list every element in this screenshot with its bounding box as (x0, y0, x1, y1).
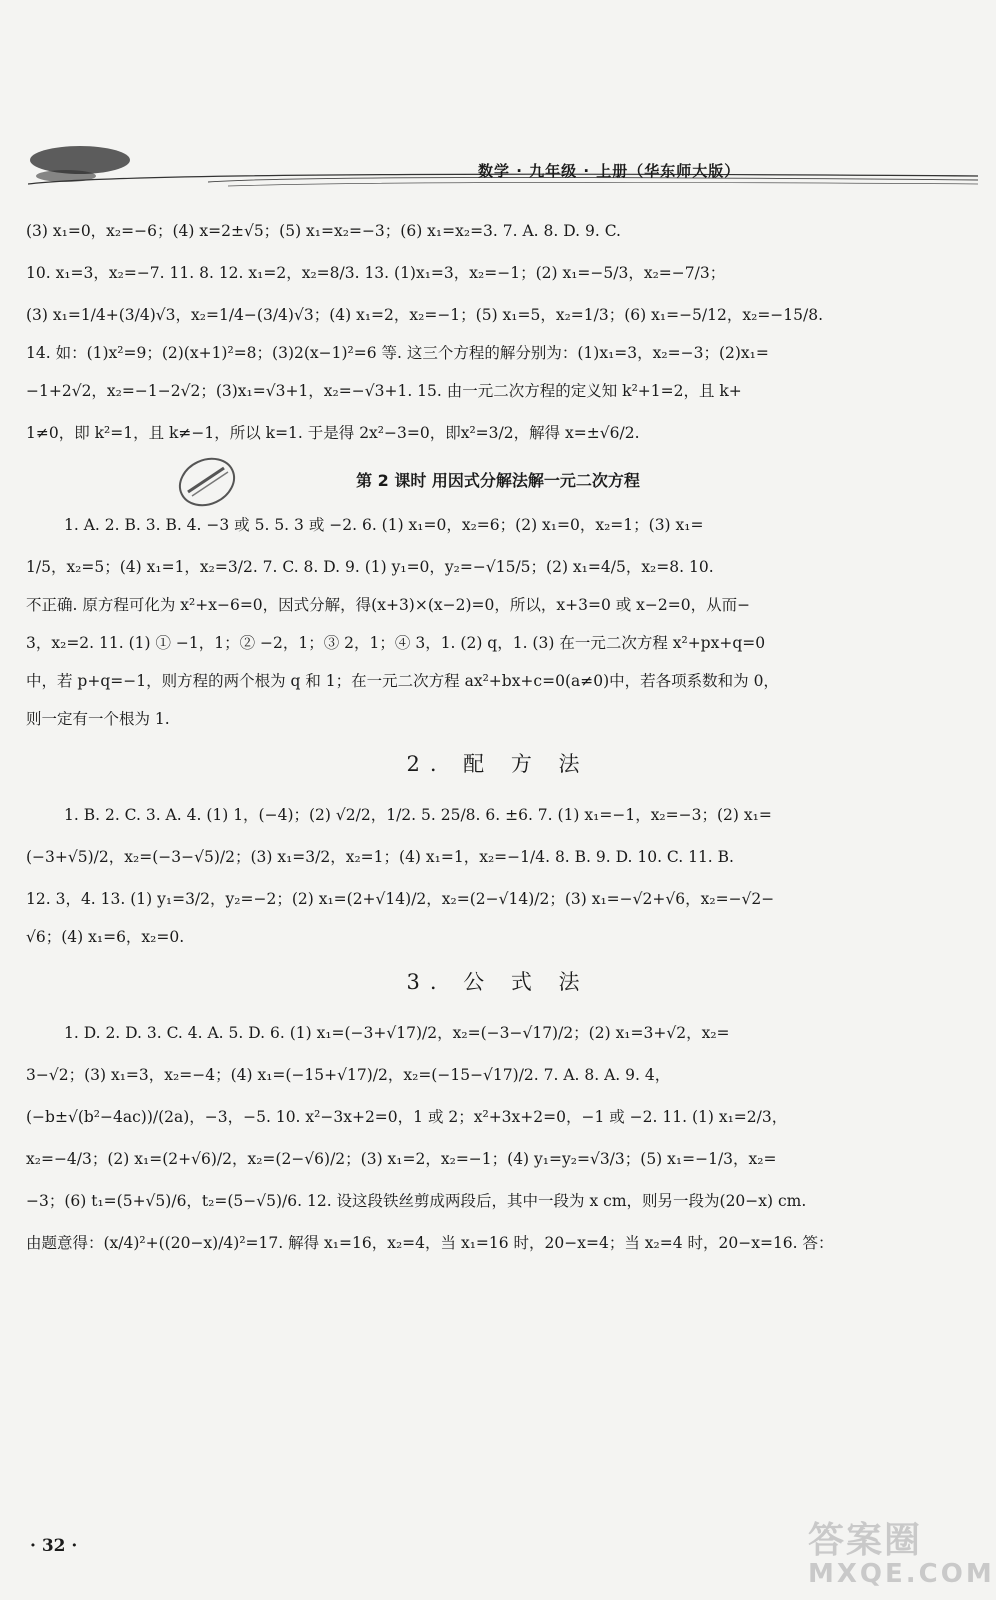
page-number: · 32 · (30, 1536, 78, 1556)
answer-content (26, 220, 970, 1270)
lesson2-block (26, 514, 970, 730)
text-line: 3−√2；(3) x₁=3，x₂=−4；(4) x₁=(−15+√17)/2，x₂=(−15−√17)/2. 7. A. 8. A. 9. 4， (26, 1066, 671, 1084)
text-line: 1. A. 2. B. 3. B. 4. −3 或 5. 5. 3 或 −2. 6. (1) x₁=0，x₂=6；(2) x₁=0，x₂=1；(3) x₁= (64, 516, 704, 534)
section-title: 3. 公 式 法 (406, 970, 590, 994)
text-line: 1/5，x₂=5；(4) x₁=1，x₂=3/2. 7. C. 8. D. 9. (1) y₁=0，y₂=−√15/5；(2) x₁=4/5，x₂=8. 10. (26, 558, 714, 576)
text-line: 中，若 p+q=−1，则方程的两个根为 q 和 1；在一元二次方程 ax²+bx+c=0(a≠0)中，若各项系数和为 0， (26, 672, 779, 690)
section-title: 2. 配 方 法 (406, 752, 590, 776)
text-line: −1+2√2，x₂=−1−2√2；(3)x₁=√3+1，x₂=−√3+1. 15. 由一元二次方程的定义知 k²+1=2，且 k+ (26, 382, 742, 400)
section3-block (26, 1018, 970, 1258)
lesson-title (26, 470, 970, 492)
text-line: 3，x₂=2. 11. (1) ① −1，1；② −2，1；③ 2，1；④ 3，1. (2) q，1. (3) 在一元二次方程 x²+px+q=0 (26, 634, 766, 652)
text-line: (3) x₁=1/4+(3/4)√3，x₂=1/4−(3/4)√3；(4) x₁=2，x₂=−1；(5) x₁=5，x₂=1/3；(6) x₁=−5/12，x₂=−15/8. (26, 306, 824, 324)
text-line: 则一定有一个根为 1. (26, 710, 170, 728)
text-line: 1. B. 2. C. 3. A. 4. (1) 1，(−4)；(2) √2/2，1/2. 5. 25/8. 6. ±6. 7. (1) x₁=−1，x₂=−3；(2) x₁= (64, 806, 772, 824)
text-line: √6；(4) x₁=6，x₂=0. (26, 928, 185, 946)
section2-block (26, 800, 970, 948)
text-line: 12. 3，4. 13. (1) y₁=3/2，y₂=−2；(2) x₁=(2+√14)/2，x₂=(2−√14)/2；(3) x₁=−√2+√6，x₂=−√2− (26, 890, 775, 908)
text-line: 不正确. 原方程可化为 x²+x−6=0，因式分解，得(x+3)×(x−2)=0，所以，x+3=0 或 x−2=0，从而− (26, 596, 751, 614)
text-line: (−3+√5)/2，x₂=(−3−√5)/2；(3) x₁=3/2，x₂=1；(4) x₁=1，x₂=−1/4. 8. B. 9. D. 10. C. 11. B. (26, 848, 734, 866)
text-line: 14. 如：(1)x²=9；(2)(x+1)²=8；(3)2(x−1)²=6 等. 这三个方程的解分别为：(1)x₁=3，x₂=−3；(2)x₁= (26, 344, 769, 362)
text-line: 1≠0，即 k²=1，且 k≠−1，所以 k=1. 于是得 2x²−3=0，即x²=3/2，解得 x=±√6/2. (26, 424, 640, 442)
running-head: 数学 · 九年级 · 上册（华东师大版） (478, 162, 741, 180)
text-line: 1. D. 2. D. 3. C. 4. A. 5. D. 6. (1) x₁=(−3+√17)/2，x₂=(−3−√17)/2；(2) x₁=3+√2，x₂= (64, 1024, 730, 1042)
text-line: (−b±√(b²−4ac))/(2a)，−3，−5. 10. x²−3x+2=0，1 或 2；x²+3x+2=0，−1 或 −2. 11. (1) x₁=2/3， (26, 1108, 788, 1126)
text-line: x₂=−4/3；(2) x₁=(2+√6)/2，x₂=(2−√6)/2；(3) x₁=2，x₂=−1；(4) y₁=y₂=√3/3；(5) x₁=−1/3，x₂= (26, 1150, 777, 1168)
watermark-logo (808, 1512, 995, 1592)
watermark-text: 答案圈 (808, 1520, 923, 1561)
pencil-stamp-icon (174, 452, 240, 512)
lesson-title-text: 第 2 课时 用因式分解法解一元二次方程 (356, 471, 640, 490)
watermark-url: MXQE.COM (808, 1559, 995, 1589)
text-line: 10. x₁=3，x₂=−7. 11. 8. 12. x₁=2，x₂=8/3. 13. (1)x₁=3，x₂=−1；(2) x₁=−5/3，x₂=−7/3； (26, 264, 726, 282)
text-line: 由题意得：(x/4)²+((20−x)/4)²=17. 解得 x₁=16，x₂=4，当 x₁=16 时，20−x=4；当 x₂=4 时，20−x=16. 答： (26, 1234, 834, 1252)
part1-block (26, 220, 970, 448)
text-line: −3；(6) t₁=(5+√5)/6，t₂=(5−√5)/6. 12. 设这段铁丝剪成两段后，其中一段为 x cm，则另一段为(20−x) cm. (26, 1192, 807, 1210)
text-line: (3) x₁=0，x₂=−6；(4) x=2±√5；(5) x₁=x₂=−3；(6) x₁=x₂=3. 7. A. 8. D. 9. C. (26, 222, 621, 240)
